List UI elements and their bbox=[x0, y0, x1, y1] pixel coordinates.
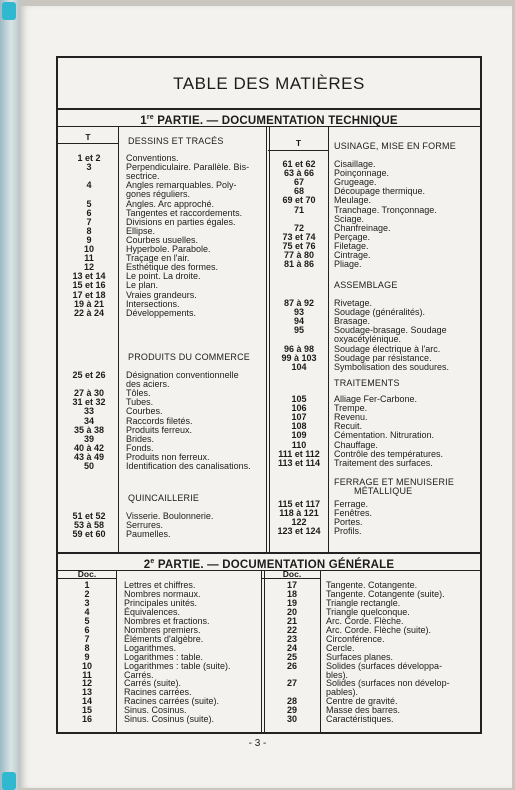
toc-number: 9 bbox=[84, 651, 90, 662]
toc-number: 106 bbox=[291, 403, 307, 414]
toc-number: 122 bbox=[291, 517, 307, 528]
toc-entry: pables). bbox=[326, 687, 359, 698]
toc-entry: Développements. bbox=[126, 307, 197, 318]
toc-entry: Soudage par résistance. bbox=[334, 352, 432, 363]
toc-entry: Serrures. bbox=[126, 520, 164, 531]
toc-entry: Chanfreinage. bbox=[334, 222, 391, 233]
divider bbox=[266, 127, 267, 552]
toc-entry: Poinçonnage. bbox=[334, 168, 390, 179]
toc-entry: Fenêtres. bbox=[334, 508, 373, 519]
toc-number: 107 bbox=[291, 412, 307, 423]
toc-entry: Portes. bbox=[334, 517, 363, 528]
toc-entry: Filetage. bbox=[334, 240, 369, 251]
toc-number: 43 à 49 bbox=[73, 451, 105, 462]
toc-entry: Contrôle des températures. bbox=[334, 448, 444, 459]
toc-entry: Arc. Corde. Flèche. bbox=[326, 615, 404, 626]
toc-number: 25 et 26 bbox=[72, 370, 106, 380]
toc-entry: Lettres et chiffres. bbox=[124, 580, 196, 590]
toc-number: 6 bbox=[84, 624, 90, 635]
toc-entry: Soudage (généralités). bbox=[334, 307, 426, 318]
toc-number: 111 et 112 bbox=[278, 448, 320, 459]
toc-number: 1 bbox=[84, 580, 90, 590]
part1-heading: 1re PARTIE. — DOCUMENTATION TECHNIQUE bbox=[58, 110, 480, 127]
toc-number: 72 bbox=[293, 222, 304, 233]
toc-entry: Soudage-brasage. Soudage bbox=[334, 325, 447, 336]
toc-number: 67 bbox=[293, 177, 304, 188]
toc-entry: Tubes. bbox=[126, 397, 154, 408]
toc-number: 24 bbox=[286, 642, 297, 653]
toc-number: 9 bbox=[86, 234, 92, 245]
toc-number: 35 à 38 bbox=[73, 424, 105, 435]
toc-entry: Principales unités. bbox=[124, 597, 198, 608]
divider bbox=[116, 570, 117, 734]
toc-entry: Rivetage. bbox=[334, 298, 373, 308]
toc-entry: Carrés. bbox=[124, 669, 154, 680]
col-header-t: T bbox=[85, 132, 91, 142]
toc-entry: Ferrage. bbox=[334, 499, 369, 509]
toc-number: 10 bbox=[83, 244, 94, 254]
toc-number: 63 à 66 bbox=[283, 168, 315, 179]
toc-entry: Hyperbole. Parabole. bbox=[126, 244, 211, 254]
toc-entry: Revenu. bbox=[334, 412, 368, 423]
toc-entry: Brides. bbox=[126, 433, 155, 444]
toc-entry: oxyacétylénique. bbox=[334, 334, 402, 345]
toc-entry: Profils. bbox=[334, 526, 362, 537]
toc-number: 4 bbox=[86, 180, 92, 191]
toc-number: 105 bbox=[291, 394, 307, 404]
toc-entry: Soudage électrique à l'arc. bbox=[334, 343, 441, 354]
toc-entry: Sciage. bbox=[334, 213, 365, 224]
toc-number: 3 bbox=[86, 162, 92, 173]
toc-entry: Arc. Corde. Flèche (suite). bbox=[326, 624, 432, 635]
toc-entry: Meulage. bbox=[334, 195, 372, 206]
toc-entry: Courbes usuelles. bbox=[126, 234, 199, 245]
divider bbox=[268, 150, 328, 151]
toc-entry: Masse des barres. bbox=[326, 705, 401, 716]
toc-entry: Ellipse. bbox=[126, 225, 156, 236]
toc-number: 33 bbox=[83, 406, 94, 417]
toc-number: 109 bbox=[291, 430, 307, 441]
section-heading: MÉTALLIQUE bbox=[354, 486, 413, 496]
toc-number: 13 bbox=[81, 687, 92, 698]
toc-number: 15 bbox=[81, 705, 92, 716]
toc-entry: Grugeage. bbox=[334, 177, 377, 188]
toc-number: 19 à 21 bbox=[73, 298, 105, 309]
toc-number: 12 bbox=[83, 262, 94, 273]
toc-number: 6 bbox=[86, 207, 92, 218]
divider bbox=[320, 570, 321, 734]
section-heading: FERRAGE ET MENUISERIE bbox=[334, 477, 455, 487]
toc-entry: Sinus. Cosinus (suite). bbox=[124, 714, 215, 725]
toc-entry: Paumelles. bbox=[126, 529, 171, 540]
toc-number: 115 et 117 bbox=[277, 499, 321, 509]
toc-entry: bles). bbox=[326, 669, 349, 680]
toc-number: 5 bbox=[86, 198, 92, 209]
toc-number: 96 à 98 bbox=[283, 343, 315, 354]
toc-number: 7 bbox=[86, 216, 92, 227]
toc-number: 53 à 58 bbox=[73, 520, 105, 531]
toc-number: 17 et 18 bbox=[72, 289, 106, 300]
toc-entry: Nombres et fractions. bbox=[124, 615, 210, 626]
toc-entry: Vraies grandeurs. bbox=[126, 289, 197, 300]
toc-entry: Tangente. Cotangente (suite). bbox=[326, 588, 445, 599]
toc-number: 25 bbox=[286, 651, 297, 662]
toc-entry: Le point. La droite. bbox=[126, 271, 201, 282]
toc-entry: Découpage thermique. bbox=[334, 186, 426, 197]
toc-entry: Raccords filetés. bbox=[126, 415, 193, 426]
toc-number: 17 bbox=[286, 580, 297, 590]
toc-entry: Le plan. bbox=[126, 280, 159, 291]
toc-number: 108 bbox=[291, 421, 307, 432]
toc-entry: Logarithmes. bbox=[124, 642, 177, 653]
toc-entry: Symbolisation des soudures. bbox=[334, 361, 450, 372]
toc-number: 99 à 103 bbox=[281, 352, 317, 363]
section-heading: PRODUITS DU COMMERCE bbox=[128, 352, 251, 362]
toc-entry: Tôles. bbox=[126, 388, 151, 399]
toc-entry: Carrés (suite). bbox=[124, 678, 182, 689]
toc-number: 29 bbox=[286, 705, 297, 716]
toc-number: 18 bbox=[286, 588, 297, 599]
divider bbox=[261, 570, 262, 734]
toc-entry: Cercle. bbox=[326, 642, 355, 653]
toc-entry: Visserie. Boulonnerie. bbox=[126, 511, 214, 521]
toc-entry: Tranchage. Tronçonnage. bbox=[334, 204, 437, 215]
toc-number: 11 bbox=[84, 253, 94, 264]
toc-entry: Courbes. bbox=[126, 406, 163, 417]
toc-number: 123 et 124 bbox=[277, 526, 321, 537]
toc-entry: Pliage. bbox=[334, 259, 362, 270]
toc-number: 50 bbox=[83, 461, 94, 471]
toc-number: 10 bbox=[81, 660, 92, 671]
toc-number: 69 et 70 bbox=[282, 195, 316, 206]
toc-number: 73 et 74 bbox=[282, 231, 316, 242]
toc-number: 110 bbox=[291, 439, 307, 450]
col-header-t: T bbox=[295, 138, 302, 148]
toc-entry: Racines carrées (suite). bbox=[124, 696, 220, 707]
toc-entry: Centre de gravité. bbox=[326, 696, 398, 707]
toc-entry: Divisions en parties égales. bbox=[126, 216, 236, 227]
toc-number: 11 bbox=[82, 669, 92, 680]
toc-number: 87 à 92 bbox=[283, 298, 315, 308]
page-number: - 3 - bbox=[248, 738, 267, 749]
toc-number: 61 et 62 bbox=[282, 159, 316, 169]
page-title: TABLE DES MATIÈRES bbox=[173, 74, 365, 93]
toc-number: 2 bbox=[84, 588, 90, 599]
toc-entry: sectrice. bbox=[126, 171, 160, 182]
toc-entry: Fonds. bbox=[126, 442, 154, 453]
toc-number: 34 bbox=[83, 415, 94, 426]
toc-number: 22 à 24 bbox=[73, 307, 105, 318]
title-box bbox=[58, 58, 480, 110]
toc-number: 20 bbox=[286, 606, 297, 617]
toc-number: 104 bbox=[291, 361, 307, 372]
book-spine bbox=[0, 0, 20, 790]
toc-entry: Identification des canalisations. bbox=[126, 461, 251, 471]
toc-number: 21 bbox=[286, 615, 297, 626]
toc-entry: Alliage Fer-Carbone. bbox=[334, 394, 418, 404]
section-heading: TRAITEMENTS bbox=[334, 378, 400, 388]
toc-number: 22 bbox=[286, 624, 297, 635]
toc-entry: Angles remarquables. Poly- bbox=[126, 180, 237, 191]
toc-entry: Caractéristiques. bbox=[326, 714, 394, 725]
contents-frame bbox=[56, 56, 482, 734]
toc-entry: Chauffage. bbox=[334, 439, 378, 450]
toc-entry: Racines carrées. bbox=[124, 687, 192, 698]
toc-number: 15 et 16 bbox=[72, 280, 106, 291]
toc-entry: Nombres normaux. bbox=[124, 588, 201, 599]
toc-entry: Traitement des surfaces. bbox=[334, 457, 433, 468]
toc-entry: Tangentes et raccordements. bbox=[126, 207, 243, 218]
toc-entry: Perpendiculaire. Parallèle. Bis- bbox=[126, 162, 250, 173]
toc-entry: Circonférence. bbox=[326, 633, 385, 644]
toc-number: 28 bbox=[286, 696, 297, 707]
toc-number: 94 bbox=[293, 316, 304, 327]
toc-entry: Produits ferreux. bbox=[126, 424, 193, 435]
toc-entry: Recuit. bbox=[334, 421, 363, 432]
toc-entry: Tangente. Cotangente. bbox=[326, 580, 418, 590]
toc-number: 8 bbox=[84, 642, 90, 653]
section-heading: QUINCAILLERIE bbox=[128, 493, 200, 503]
toc-entry: Intersections. bbox=[126, 298, 180, 309]
toc-number: 26 bbox=[286, 660, 297, 671]
toc-entry: Surfaces planes. bbox=[326, 651, 394, 662]
divider bbox=[118, 127, 119, 552]
toc-entry: Triangle quelconque. bbox=[326, 606, 410, 617]
toc-entry: Solides (surfaces non dévelop- bbox=[326, 678, 450, 689]
toc-entry: Esthétique des formes. bbox=[126, 262, 219, 273]
toc-number: 81 à 86 bbox=[283, 259, 315, 270]
spine-band bbox=[2, 772, 16, 790]
col-header-doc: Doc. bbox=[77, 569, 97, 579]
toc-entry: Angles. Arc approché. bbox=[126, 198, 215, 209]
toc-number: 12 bbox=[81, 678, 92, 689]
toc-number: 13 et 14 bbox=[72, 271, 106, 282]
toc-number: 68 bbox=[293, 186, 304, 197]
divider bbox=[58, 143, 118, 144]
toc-entry: Éléments d'algèbre. bbox=[124, 633, 204, 644]
toc-entry: gones réguliers. bbox=[126, 189, 191, 200]
toc-number: 23 bbox=[286, 633, 297, 644]
toc-entry: Traçage en l'air. bbox=[126, 253, 190, 264]
toc-entry: Nombres premiers. bbox=[124, 624, 201, 635]
col-header-doc: Doc. bbox=[282, 569, 302, 579]
toc-number: 113 et 114 bbox=[277, 457, 321, 468]
toc-entry: Perçage. bbox=[334, 231, 371, 242]
toc-entry: Logarithmes : table (suite). bbox=[124, 660, 231, 671]
toc-number: 93 bbox=[293, 307, 304, 318]
toc-number: 3 bbox=[84, 597, 90, 608]
toc-entry: Cisaillage. bbox=[334, 159, 376, 169]
toc-entry: Brasage. bbox=[334, 316, 371, 327]
spine-band bbox=[2, 2, 16, 20]
toc-entry: Triangle rectangle. bbox=[326, 597, 401, 608]
section-heading: DESSINS ET TRACÉS bbox=[128, 136, 224, 146]
toc-entry: Désignation conventionnelle bbox=[126, 370, 239, 380]
toc-number: 7 bbox=[84, 633, 90, 644]
part2-heading: 2e PARTIE. — DOCUMENTATION GÉNÉRALE bbox=[58, 552, 480, 571]
divider bbox=[328, 127, 329, 552]
toc-entry: Trempe. bbox=[334, 403, 368, 414]
toc-entry: Équivalences. bbox=[124, 606, 181, 617]
toc-number: 31 et 32 bbox=[72, 397, 106, 408]
toc-number: 77 à 80 bbox=[283, 250, 315, 260]
toc-entry: des aciers. bbox=[126, 379, 170, 390]
toc-entry: Produits non ferreux. bbox=[126, 451, 210, 462]
toc-entry: Logarithmes : table. bbox=[124, 651, 204, 662]
toc-number: 39 bbox=[83, 433, 94, 444]
toc-number: 118 à 121 bbox=[279, 508, 319, 519]
toc-entry: Solides (surfaces développa- bbox=[326, 660, 443, 671]
toc-entry: Conventions. bbox=[126, 153, 179, 163]
toc-number: 51 et 52 bbox=[72, 511, 106, 521]
section-heading: ASSEMBLAGE bbox=[334, 280, 398, 290]
toc-number: 1 et 2 bbox=[77, 153, 101, 163]
section-heading: USINAGE, MISE EN FORME bbox=[334, 141, 456, 151]
toc-number: 4 bbox=[84, 606, 90, 617]
toc-number: 71 bbox=[293, 204, 304, 215]
toc-number: 27 bbox=[286, 678, 297, 689]
toc-number: 59 et 60 bbox=[72, 529, 106, 540]
toc-number: 8 bbox=[86, 225, 92, 236]
toc-number: 95 bbox=[293, 325, 304, 336]
toc-entry: Cémentation. Nitruration. bbox=[334, 430, 435, 441]
toc-entry: Sinus. Cosinus. bbox=[124, 705, 187, 716]
toc-number: 5 bbox=[84, 615, 90, 626]
toc-number: 27 à 30 bbox=[73, 388, 105, 399]
toc-number: 19 bbox=[286, 597, 297, 608]
toc-number: 14 bbox=[81, 696, 92, 707]
toc-number: 30 bbox=[286, 714, 297, 725]
toc-number: 40 à 42 bbox=[73, 442, 105, 453]
toc-number: 16 bbox=[81, 714, 92, 725]
toc-entry: Cintrage. bbox=[334, 250, 371, 260]
toc-number: 75 et 76 bbox=[282, 240, 316, 251]
